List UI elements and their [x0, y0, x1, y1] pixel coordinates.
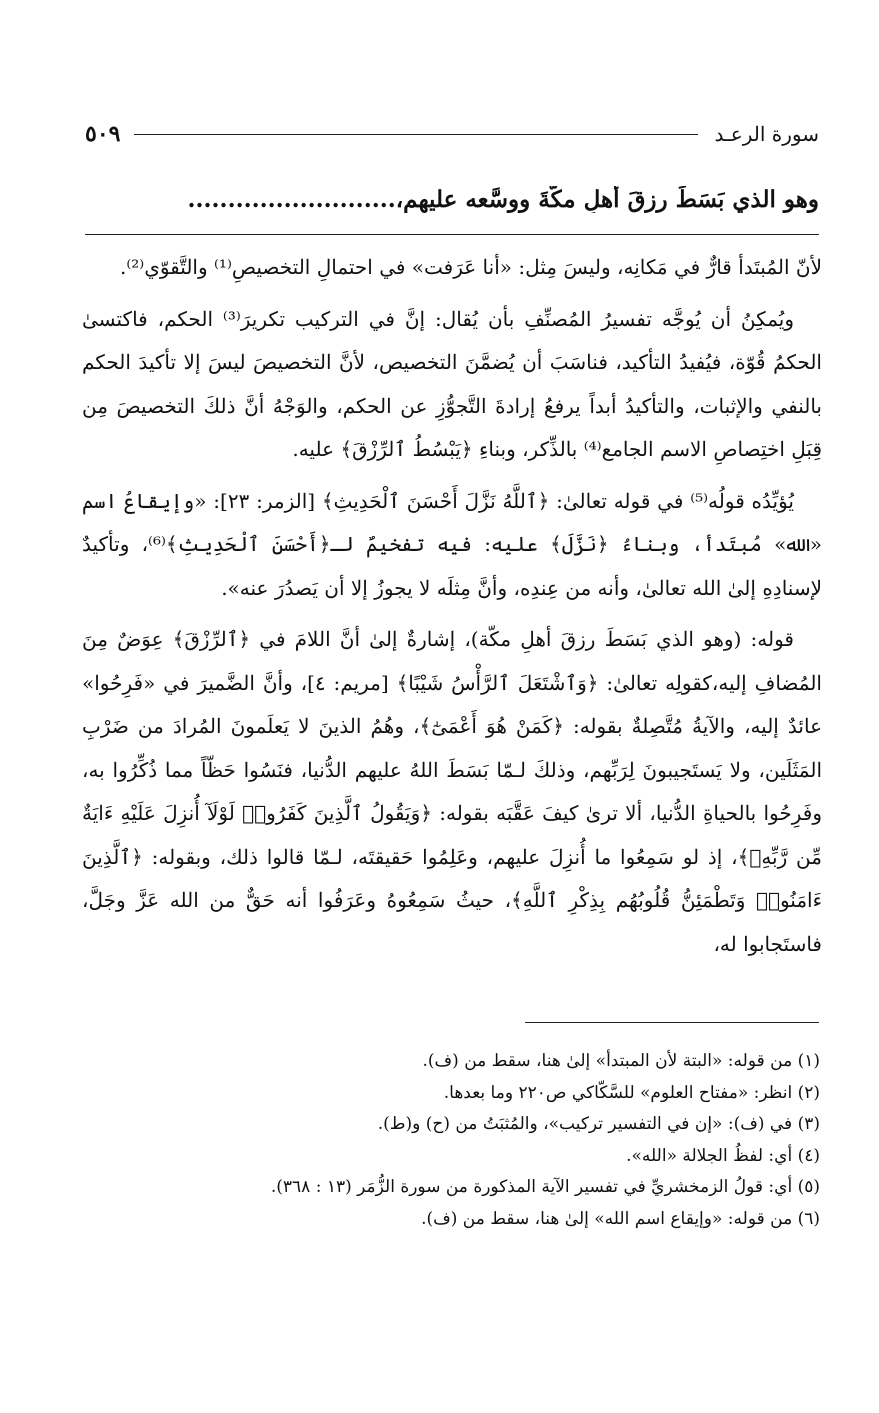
footnote: (٦) من قوله: «وإيقاع اسم الله» إلىٰ هنا، سقط من (ف). [421, 1208, 820, 1229]
page-number: ٥٠٩ [85, 121, 121, 147]
running-header [85, 118, 819, 150]
footnote: (٥) أي: قولُ الزمخشريِّ في تفسير الآية المذكورة من سورة الزُّمَر (١٣ : ٣٦٨). [270, 1177, 820, 1197]
footnote: (٢) انظر: «مفتاح العلوم» للسَّكّاكي ص٢٢٠ وما بعدها. [443, 1082, 820, 1103]
surah-title: سورة الرعـد [714, 122, 819, 146]
commentary-body [82, 246, 822, 974]
verse-divider [85, 234, 819, 235]
paragraph: يُؤيِّدُه قولُه⁽⁵⁾ في قوله تعالىٰ: ﴿ٱللَّهُ نَزَّلَ أَحْسَنَ ٱلْحَدِيثِ﴾ [الزمر: ٢٣]: «وإيقاعُ اسم «الله» مُبتَدأ، وبناءُ ﴿نَزَّلَ﴾ عليه: فيه تفخيمٌ لـ﴿أَحْسَنَ ٱلْحَدِيثِ﴾⁽⁶⁾، وتأكيدٌ لإسنادِهِ إلىٰ الله تعالىٰ، وأنه من عِندِه، وأنَّ مِثلَه لا يجوزُ إلا أن يَصدُرَ عنه». [82, 488, 822, 600]
commented-verse-line: وهو الذي بَسَطَ رزقَ أهلِ مكّةَ ووسَّعه عليهم،.......................... [187, 186, 819, 213]
paragraph: قوله: (وهو الذي بَسَطَ رزقَ أهلِ مكّة)، إشارةٌ إلىٰ أنَّ اللامَ في ﴿ٱلرِّزْقَ﴾ عِوَضٌ مِنَ المُضافِ إليه،كقولِه تعالىٰ: ﴿وَٱشْتَعَلَ ٱلرَّأْسُ شَيْبًا﴾ [مريم: ٤]، وأنَّ الضَّميرَ في «فَرِحُوا» عائدٌ إليه، والآيةُ مُتَّصِلةٌ بقوله: ﴿كَمَنْ هُوَ أَعْمَىٰٓ﴾، وهُمُ الذينَ لا يَعلَمونَ المُرادَ من ضَرْبِ المَثَلَين، ولا يَستَجيبونَ لِرَبِّهم، وذلكَ لـمّا بَسَطَ اللهُ عليهم الدُّنيا، فنَسُوا حَظّاً مما ذُكِّرُوا به، وفَرِحُوا بالحياةِ الدُّنيا، ألا ترىٰ كيفَ عَقَّبَه بقوله: ﴿وَيَقُولُ ٱلَّذِينَ كَفَرُوا۟ لَوْلَآ أُنزِلَ عَلَيْهِ ءَايَةٌ مِّن رَّبِّهِۦ﴾، إذ لو سَمِعُوا ما أُنزِلَ عليهم، وعَلِمُوا حَقيقتَه، لـمّا قالوا ذلك، وبقوله: ﴿ٱلَّذِينَ ءَامَنُوا۟ وَتَطْمَئِنُّ قُلُوبُهُم بِذِكْرِ ٱللَّهِ﴾، حيثُ سَمِعُوهُ وعَرَفُوا أنه حَقٌّ من الله عَزَّ وجَلَّ، فاستَجابوا له، [82, 627, 822, 956]
footnote: (٤) أي: لفظُ الجلالة «الله». [626, 1145, 820, 1166]
footnote: (١) من قوله: «البتة لأن المبتدأ» إلىٰ هنا، سقط من (ف). [422, 1051, 820, 1071]
paragraph: لأنّ المُبتَدأ قارٌّ في مَكانِه، وليسَ مِثل: «أنا عَرَفت» في احتمالِ التخصيصِ⁽¹⁾ والتَّقوّي⁽²⁾. [119, 255, 822, 279]
header-divider [134, 134, 698, 135]
paragraph: ويُمكِنُ أن يُوجَّه تفسيرُ المُصنِّفِ بأن يُقال: إنَّ في التركيب تكريرَ⁽³⁾ الحكم، فاكتسىٰ الحكمُ قُوّة، فيُفيدُ التأكيد، فناسَبَ أن يُضمَّنَ التخصيص، لأنَّ التخصيصَ ليسَ إلا تأكيدَ الحكم بالنفي والإثبات، والتأكيدُ أبداً يرفعُ إرادةَ التَّجوُّزِ عن الحكم، والوَجْهُ أنَّ ذلكَ التخصيصَ مِن قِبَلِ اختِصاصِ الاسم الجامع⁽⁴⁾ بالذِّكر، وبناءِ ﴿يَبْسُطُ ٱلرِّزْقَ﴾ عليه. [82, 306, 822, 461]
footnote-divider [525, 1022, 819, 1023]
footnote: (٣) في (ف): «إن في التفسير تركيب»، والمُثبَتُ من (ح) و(ط). [377, 1114, 820, 1134]
footnotes [120, 1046, 820, 1235]
